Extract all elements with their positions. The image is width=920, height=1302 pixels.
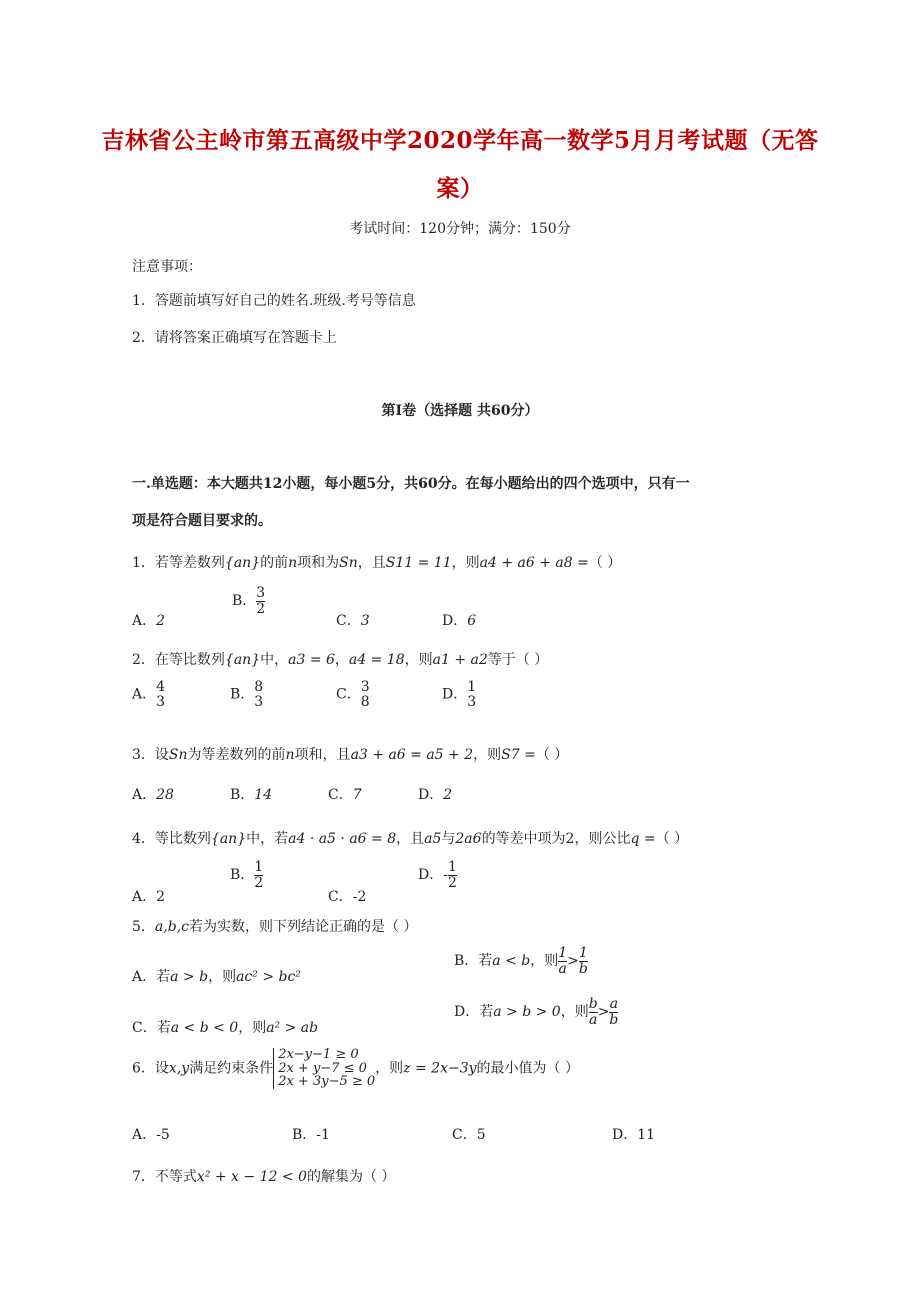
notes-heading: 注意事项： (132, 259, 202, 275)
constraint-system: 2x−y−1 ≥ 0 2x + y−7 ≤ 0 2x + 3y−5 ≥ 0 (273, 1048, 375, 1089)
section-instructions-line1: 一.单选题：本大题共12小题，每小题5分，共60分。在每小题给出的四个选项中，只有一 (132, 476, 690, 492)
question-6-stem: 6．设x,y满足约束条件 2x−y−1 ≥ 0 2x + y−7 ≤ 0 2x + 3y−5 ≥ 0 ，则z = 2x−3y的最小值为（ ） (132, 1047, 579, 1090)
exam-info: 考试时间：120分钟；满分：150分 (349, 221, 571, 237)
question-4-option-b: B． $\frac{1}{2}$ (230, 859, 264, 891)
section-instructions-line2: 项是符合题目要求的。 (132, 513, 272, 529)
question-4-option-a: A．2 (132, 889, 166, 905)
notes-item-2: 2．请将答案正确填写在答题卡上 (132, 330, 337, 346)
question-2-option-a: A． 4 3 (132, 679, 166, 710)
question-3-option-d: D．2 (418, 787, 453, 803)
question-4-stem: 4．等比数列{an}中，若a4 · a5 · a6 = 8，且a5与2a6的等差中项为2，则公比q =（ ） (132, 831, 689, 847)
question-1-stem: 1．若等差数列{an}的前n项和为Sn，且S11 = 11，则a4 + a6 + a8 =（ ） (132, 555, 622, 571)
question-5-option-a: A．若a > b，则ac² > bc² (132, 969, 301, 985)
question-3-option-a: A．28 (132, 787, 174, 803)
section-title: 第Ⅰ卷（选择题 共60分） (381, 403, 539, 419)
question-5-option-d: D．若a > b > 0，则 $\frac{b}{a}$ > $\frac{a}{b}$ (454, 996, 619, 1028)
question-1-option-b: B． $\frac{3}{2}$ (232, 585, 266, 617)
question-1-option-a: A．2 (132, 613, 166, 629)
notes-item-1: 1．答题前填写好自己的姓名.班级.考号等信息 (132, 293, 416, 309)
question-1-option-d: D．6 (442, 613, 477, 629)
question-4-option-d: D．- $\frac{1}{2}$ (418, 859, 457, 891)
question-6-option-b: B．-1 (292, 1127, 330, 1143)
question-5-stem: 5．a,b,c若为实数，则下列结论正确的是（ ） (132, 919, 418, 935)
page-title-line2: 案） (436, 175, 484, 202)
question-6-option-d: D．11 (612, 1127, 656, 1143)
question-3-option-b: B．14 (230, 787, 273, 803)
question-3-option-c: C．7 (328, 787, 362, 803)
question-3-stem: 3．设Sn为等差数列的前n项和，且a3 + a6 = a5 + 2，则S7 =（ ） (132, 747, 569, 763)
question-2-option-b: B． 8 3 (230, 679, 264, 710)
question-6-option-a: A．-5 (132, 1127, 170, 1143)
question-5-option-c: C．若a < b < 0，则a² > ab (132, 1020, 319, 1036)
question-5-option-b: B．若a < b，则 $\frac{1}{a}$ > $\frac{1}{b}$ (454, 945, 588, 977)
question-7-stem: 7．不等式x² + x − 12 < 0的解集为（ ） (132, 1169, 396, 1185)
question-1-option-c: C．3 (336, 613, 370, 629)
question-6-option-c: C．5 (452, 1127, 486, 1143)
question-4-option-c: C．-2 (328, 889, 367, 905)
page-title-line1: 吉林省公主岭市第五高级中学2020学年高一数学5月月考试题（无答 (101, 127, 819, 154)
question-2-option-c: C． 3 8 (336, 679, 370, 710)
question-2-option-d: D． 1 3 (442, 679, 477, 710)
question-2-stem: 2．在等比数列{an}中，a3 = 6，a4 = 18，则a1 + a2等于（ ） (132, 652, 549, 668)
